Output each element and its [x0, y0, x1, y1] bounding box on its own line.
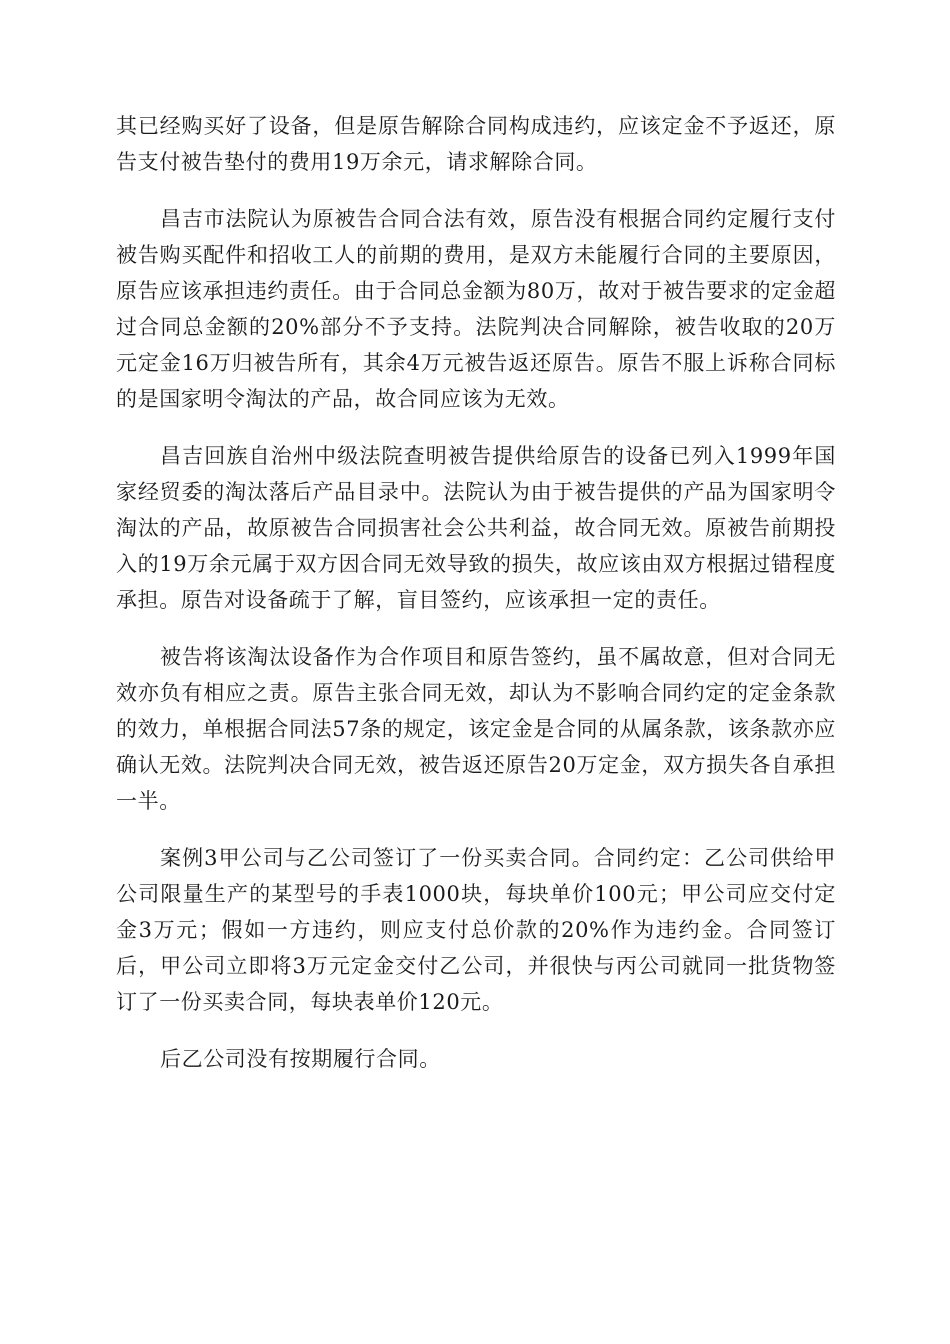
paragraph-defendant-responsibility: 被告将该淘汰设备作为合作项目和原告签约，虽不属故意，但对合同无效亦负有相应之责。原告主张合同无效，却认为不影响合同约定的定金条款的效力，单根据合同法57条的规定，该定金是合同的从属条款，该条款亦应确认无效。法院判决合同无效，被告返还原告20万定金，双方损失各自承担一半。 [116, 645, 836, 813]
paragraph-continuation: 其已经购买好了设备，但是原告解除合同构成违约，应该定金不予返还，原告支付被告垫付的费用19万余元，请求解除合同。 [116, 114, 836, 174]
document-page [116, 108, 836, 1077]
paragraph-breach: 后乙公司没有按期履行合同。 [160, 1047, 441, 1071]
paragraph-changji-city-court: 昌吉市法院认为原被告合同合法有效，原告没有根据合同约定履行支付被告购买配件和招收工人的前期的费用，是双方未能履行合同的主要原因，原告应该承担违约责任。由于合同总金额为80万，故对于被告要求的定金超过合同总金额的20%部分不予支持。法院判决合同解除，被告收取的20万元定金16万归被告所有，其余4万元被告返还原告。原告不服上诉称合同标的是国家明令淘汰的产品，故合同应该为无效。 [116, 207, 836, 411]
paragraph-case-3: 案例3甲公司与乙公司签订了一份买卖合同。合同约定：乙公司供给甲公司限量生产的某型号的手表1000块，每块单价100元；甲公司应交付定金3万元；假如一方违约，则应支付总价款的20%作为违约金。合同签订后，甲公司立即将3万元定金交付乙公司，并很快与丙公司就同一批货物签订了一份买卖合同，每块表单价120元。 [116, 846, 836, 1014]
paragraph-intermediate-court-findings: 昌吉回族自治州中级法院查明被告提供给原告的设备已列入1999年国家经贸委的淘汰落后产品目录中。法院认为由于被告提供的产品为国家明令淘汰的产品，故原被告合同损害社会公共利益，故合同无效。原被告前期投入的19万余元属于双方因合同无效导致的损失，故应该由双方根据过错程度承担。原告对设备疏于了解，盲目签约，应该承担一定的责任。 [116, 444, 836, 612]
